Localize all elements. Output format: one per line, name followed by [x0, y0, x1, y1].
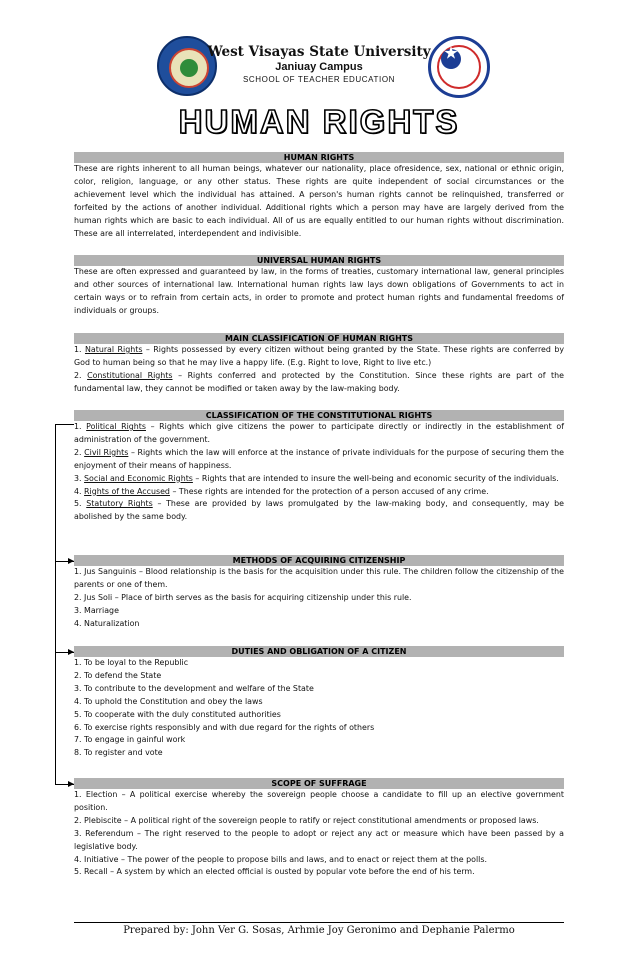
list-item: 4. Naturalization — [74, 618, 140, 628]
term: Political Rights — [86, 422, 146, 431]
list-item: 7. To engage in gainful work — [74, 735, 186, 745]
section-constitutional-rights — [74, 410, 564, 524]
section-text: These are often expressed and guaranteed by law, in the forms of treaties, customary international law, general principles and other sources of international law. International human rights law lays down obligations of Governments to act in certain ways or to refrain from certain acts, in order to promote and protect human rights and fundamental freedoms of individuals or groups. — [74, 267, 564, 315]
list-item: 1. Jus Sanguinis – Blood relationship is the basis for the acquisition under this rule. The children follow the citizenship of the parents or one of them. — [74, 567, 564, 589]
section-human-rights — [74, 152, 564, 240]
section-main-classification — [74, 333, 564, 396]
teacher-education-seal-icon — [428, 36, 490, 98]
list-item: 4. Rights of the Accused – These rights are intended for the protection of a person accused of any crime. — [74, 486, 489, 496]
list-item: 3. Referendum – The right reserved to the people to adopt or reject any act or measure which have been passed by a legislative body. — [74, 828, 564, 851]
list-item: 3. To contribute to the development and welfare of the State — [74, 683, 314, 693]
section-heading: DUTIES AND OBLIGATION OF A CITIZEN — [74, 646, 564, 657]
list-item: 5. To cooperate with the duly constituted authorities — [74, 709, 281, 719]
list-item: 1. To be loyal to the Republic — [74, 658, 189, 667]
section-heading: HUMAN RIGHTS — [74, 152, 564, 163]
list-item: 4. Initiative – The power of the people to propose bills and laws, and to enact or reject them at the polls. — [74, 854, 487, 864]
footer-credits: Prepared by: John Ver G. Sosas, Arhmie Joy Geronimo and Dephanie Palermo — [123, 925, 515, 936]
section-text: These are rights inherent to all human beings, whatever our nationality, place ofresidence, sex, national or ethnic origin, color, religion, language, or any other status. These rights are quite independent of social circumstances or the achievement level which the individual has attained. A person's human rights cannot be relinquished, transferred or forfeited by the actions of another individual. Additional rights which a person may have are largely derived from the human rights which are basic to each individual. All of us are equally entitled to our human rights without discrimination. These are all interrelated, interdependent and indivisible. — [74, 164, 564, 238]
list-item: 2. Plebiscite – A political right of the sovereign people to ratify or reject constitutional amendments or proposed laws. — [74, 815, 539, 825]
list-item: 4. To uphold the Constitution and obey the laws — [74, 696, 263, 706]
section-heading: UNIVERSAL HUMAN RIGHTS — [74, 255, 564, 266]
document-header — [0, 34, 638, 98]
section-heading: CLASSIFICATION OF THE CONSTITUTIONAL RIGHTS — [74, 410, 564, 421]
list-item: 2. To defend the State — [74, 670, 162, 680]
term: Civil Rights — [84, 447, 129, 457]
page-title: HUMAN RIGHTS — [178, 103, 460, 140]
section-heading: METHODS OF ACQUIRING CITIZENSHIP — [74, 555, 564, 566]
list-item: 3. Marriage — [74, 605, 119, 615]
list-item: 2. Constitutional Rights – Rights conferred and protected by the Constitution. Since these rights are part of the fundamental law, they cannot be modified or taken away by the law-making body. — [74, 370, 564, 393]
term: Statutory Rights — [86, 499, 153, 509]
list-item: 6. To exercise rights responsibly and with due regard for the rights of others — [74, 722, 375, 732]
list-item: 3. Social and Economic Rights – Rights that are intended to insure the well-being and economic security of the individuals. — [74, 473, 559, 483]
connector-bracket — [55, 424, 56, 784]
list-item: 8. To register and vote — [74, 748, 163, 758]
list-item: 1. Natural Rights – Rights possessed by every citizen without being granted by the State. These rights are conferred by God to human being so that he may live a happy life. (E.g. Right to love, Right to live etc.) — [74, 345, 564, 367]
campus-name: Janiuay Campus — [275, 61, 363, 73]
section-heading: SCOPE OF SUFFRAGE — [74, 778, 564, 789]
section-acquiring-citizenship — [74, 555, 564, 631]
term: Constitutional Rights — [87, 370, 173, 380]
section-heading: MAIN CLASSIFICATION OF HUMAN RIGHTS — [74, 333, 564, 344]
arrow-right-icon — [68, 781, 74, 787]
list-item: 2. Civil Rights – Rights which the law will enforce at the instance of private individuals for the purpose of securing them the enjoyment of their means of happiness. — [74, 447, 565, 470]
section-universal-human-rights — [74, 255, 564, 318]
term: Social and Economic Rights — [84, 473, 193, 483]
arrow-right-icon — [68, 649, 74, 655]
section-duties-obligation — [74, 646, 564, 760]
arrow-right-icon — [68, 558, 74, 564]
term: Natural Rights — [84, 345, 143, 354]
list-item: 5. Statutory Rights – These are provided by laws promulgated by the law-making body, and consequently, may be abolished by the same body. — [74, 499, 564, 522]
section-scope-of-suffrage — [74, 778, 564, 879]
university-name: West Visayas State University — [207, 44, 431, 60]
school-name: SCHOOL OF TEACHER EDUCATION — [242, 75, 396, 84]
list-item: 2. Jus Soli – Place of birth serves as the basis for acquiring citizenship under this rule. — [74, 592, 412, 602]
list-item: 1. Election – A political exercise whereby the sovereign people choose a candidate to fill up an elective government position. — [74, 790, 564, 812]
term: Rights of the Accused — [84, 486, 170, 496]
list-item: 1. Political Rights – Rights which give citizens the power to participate directly or indirectly in the establishment of administration of the government. — [74, 422, 564, 444]
footer-divider — [74, 922, 564, 923]
connector-tick — [55, 424, 74, 425]
list-item: 5. Recall – A system by which an elected official is ousted by popular vote before the end of his term. — [74, 867, 475, 877]
